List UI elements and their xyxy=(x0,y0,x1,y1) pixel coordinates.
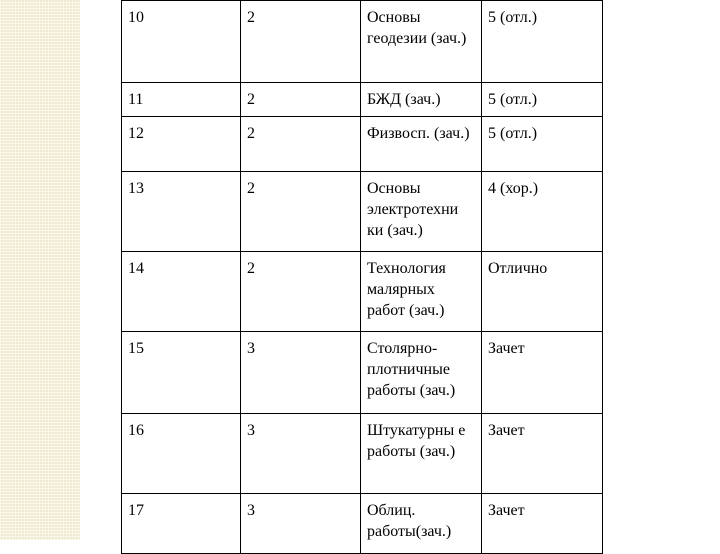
subject-cell: Основы электротехни ки (зач.) xyxy=(361,172,482,252)
semester-cell: 2 xyxy=(241,252,361,332)
semester-cell: 2 xyxy=(241,172,361,252)
semester-cell: 2 xyxy=(241,117,361,172)
grade-cell: 5 (отл.) xyxy=(482,1,603,83)
row-number: 10 xyxy=(122,1,241,83)
subject-cell: Технология малярных работ (зач.) xyxy=(361,252,482,332)
row-number: 14 xyxy=(122,252,241,332)
table-row xyxy=(122,332,603,414)
semester-cell: 3 xyxy=(241,332,361,414)
table-row xyxy=(122,494,603,554)
row-number: 15 xyxy=(122,332,241,414)
semester-cell: 3 xyxy=(241,414,361,494)
table-row xyxy=(122,117,603,172)
grade-cell: 5 (отл.) xyxy=(482,117,603,172)
table-row xyxy=(122,414,603,494)
table-row xyxy=(122,83,603,117)
semester-cell: 2 xyxy=(241,1,361,83)
row-number: 11 xyxy=(122,83,241,117)
row-number: 17 xyxy=(122,494,241,554)
row-number: 16 xyxy=(122,414,241,494)
subject-cell: Столярно-плотничные работы (зач.) xyxy=(361,332,482,414)
table-row xyxy=(122,252,603,332)
subject-cell: Штукатурны е работы (зач.) xyxy=(361,414,482,494)
row-number: 13 xyxy=(122,172,241,252)
row-number: 12 xyxy=(122,117,241,172)
grades-table xyxy=(121,0,603,554)
grade-cell: Отлично xyxy=(482,252,603,332)
decorative-side-pattern xyxy=(0,0,80,540)
grade-cell: Зачет xyxy=(482,332,603,414)
subject-cell: Физвосп. (зач.) xyxy=(361,117,482,172)
table-row xyxy=(122,1,603,83)
grade-cell: Зачет xyxy=(482,494,603,554)
grade-cell: 4 (хор.) xyxy=(482,172,603,252)
semester-cell: 3 xyxy=(241,494,361,554)
semester-cell: 2 xyxy=(241,83,361,117)
grade-cell: 5 (отл.) xyxy=(482,83,603,117)
grade-cell: Зачет xyxy=(482,414,603,494)
subject-cell: Облиц. работы(зач.) xyxy=(361,494,482,554)
subject-cell: Основы геодезии (зач.) xyxy=(361,1,482,83)
table-row xyxy=(122,172,603,252)
subject-cell: БЖД (зач.) xyxy=(361,83,482,117)
